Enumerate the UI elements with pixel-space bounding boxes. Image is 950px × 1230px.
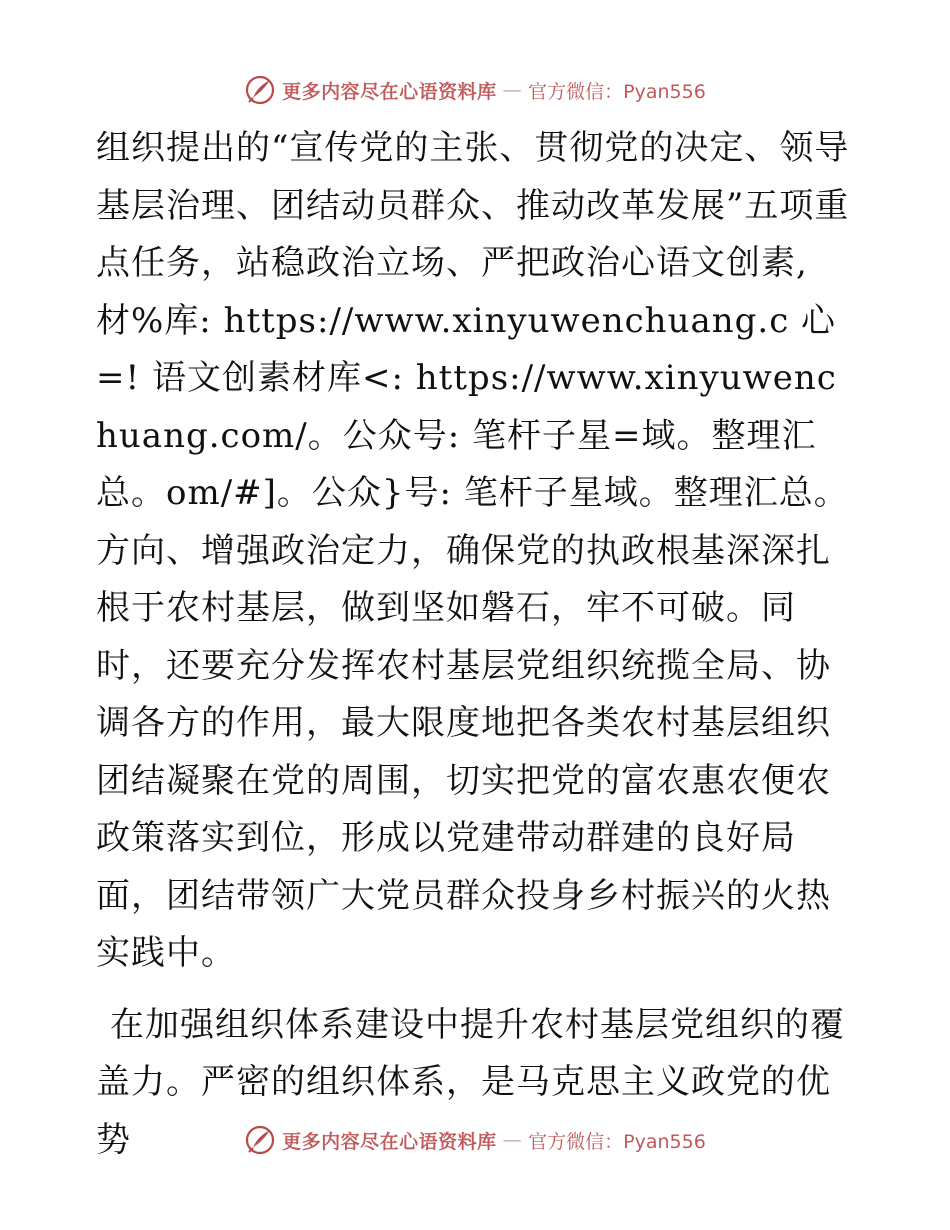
banner-dash: —: [502, 79, 523, 101]
paragraph-2: 在加强组织体系建设中提升农村基层党组织的覆盖力。严密的组织体系，是马克思主义政党的优势: [96, 1004, 845, 1160]
banner-wechat-text: 官方微信：Pyan556: [528, 80, 706, 103]
footer-banner: [0, 1122, 950, 1158]
feather-pen-logo-icon: [244, 1124, 276, 1156]
paragraph-1: 组织提出的“宣传党的主张、贯彻党的决定、领导基层治理、团结动员群众、推动改革发展”五项重点任务，站稳政治立场、严把政治心语文创素,材%库: https://www.xinyuwenchuang.c 心=! 语文创素材库<: https://www.xinyuwenchuang.com/。公众号: 笔杆子星=域。整理汇总。om/#]。公众}号: 笔杆子星域。整理汇总。方向、增强政治定力，确保党的执政根基深深扎根于农村基层，做到坚如磐石，牢不可破。同时，还要充分发挥农村基层党组织统揽全局、协调各方的作用，最大限度地把各类农村基层组织团结凝聚在党的周围，切实把党的富农惠农便农政策落实到位，形成以党建带动群建的良好局面，团结带领广大党员群众投身乡村振兴的火热实践中。: [96, 128, 850, 973]
header-banner: [0, 72, 950, 108]
banner-dash: —: [502, 1129, 523, 1151]
document-body: [96, 120, 856, 1169]
banner-main-text: 更多内容尽在心语资料库: [282, 80, 497, 103]
banner-wechat-text: 官方微信：Pyan556: [528, 1130, 706, 1153]
feather-pen-logo-icon: [244, 74, 276, 106]
banner-main-text: 更多内容尽在心语资料库: [282, 1130, 497, 1153]
